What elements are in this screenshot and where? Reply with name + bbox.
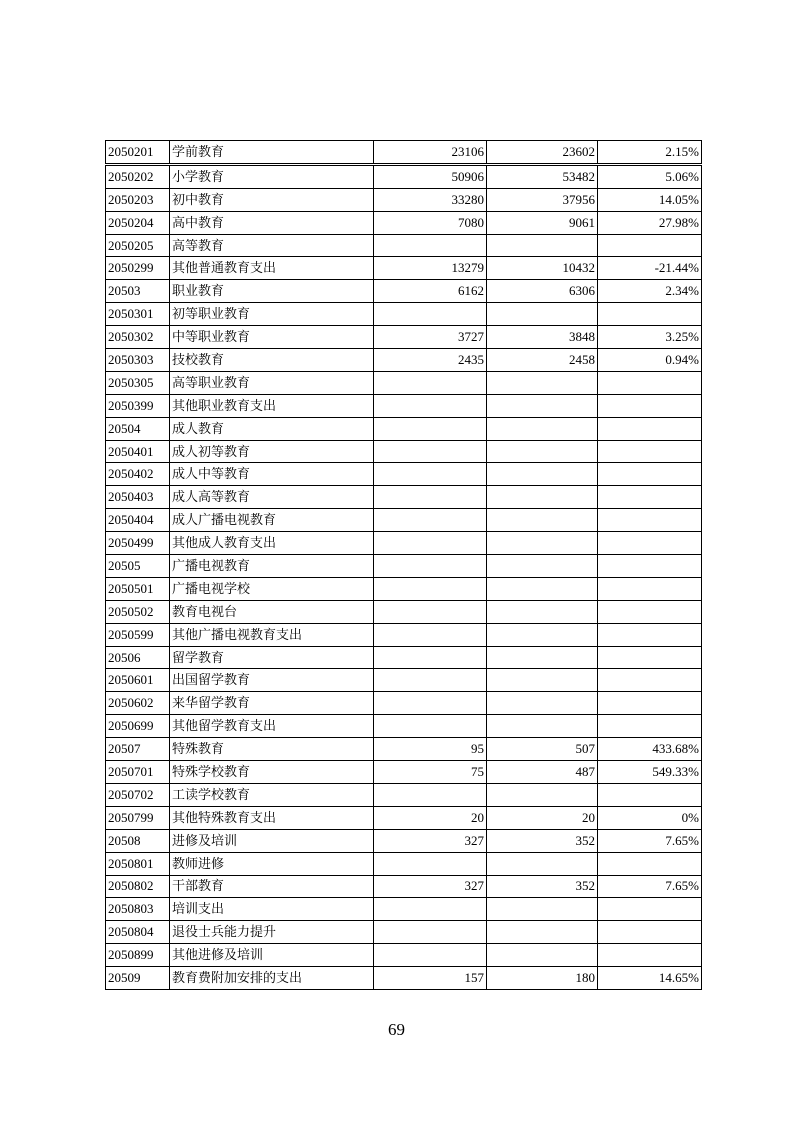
code-cell: 2050204 — [106, 211, 170, 234]
amount-curr-cell — [487, 509, 598, 532]
code-cell: 2050701 — [106, 761, 170, 784]
change-percent-cell — [598, 715, 702, 738]
change-percent-cell: 549.33% — [598, 761, 702, 784]
name-cell: 中等职业教育 — [170, 326, 374, 349]
code-cell: 2050203 — [106, 188, 170, 211]
amount-curr-cell: 507 — [487, 738, 598, 761]
name-cell: 退役士兵能力提升 — [170, 921, 374, 944]
change-percent-cell — [598, 394, 702, 417]
code-cell: 2050302 — [106, 326, 170, 349]
name-cell: 其他普通教育支出 — [170, 257, 374, 280]
amount-curr-cell: 487 — [487, 761, 598, 784]
name-cell: 小学教育 — [170, 164, 374, 188]
code-cell: 2050803 — [106, 898, 170, 921]
amount-curr-cell — [487, 486, 598, 509]
table-row — [106, 898, 702, 921]
code-cell: 2050401 — [106, 440, 170, 463]
amount-prev-cell — [374, 852, 487, 875]
change-percent-cell — [598, 371, 702, 394]
name-cell: 高等职业教育 — [170, 371, 374, 394]
change-percent-cell: 7.65% — [598, 875, 702, 898]
amount-prev-cell — [374, 577, 487, 600]
table-row — [106, 944, 702, 967]
table-row — [106, 440, 702, 463]
name-cell: 教育费附加安排的支出 — [170, 967, 374, 990]
table-row — [106, 715, 702, 738]
amount-prev-cell: 95 — [374, 738, 487, 761]
amount-prev-cell — [374, 532, 487, 555]
amount-prev-cell — [374, 486, 487, 509]
change-percent-cell — [598, 532, 702, 555]
amount-prev-cell — [374, 783, 487, 806]
amount-prev-cell — [374, 394, 487, 417]
name-cell: 成人中等教育 — [170, 463, 374, 486]
table-row — [106, 141, 702, 165]
change-percent-cell — [598, 921, 702, 944]
code-cell: 2050202 — [106, 164, 170, 188]
code-cell: 2050301 — [106, 303, 170, 326]
name-cell: 技校教育 — [170, 349, 374, 372]
name-cell: 成人初等教育 — [170, 440, 374, 463]
change-percent-cell — [598, 623, 702, 646]
code-cell: 2050699 — [106, 715, 170, 738]
amount-curr-cell — [487, 623, 598, 646]
name-cell: 其他留学教育支出 — [170, 715, 374, 738]
change-percent-cell — [598, 509, 702, 532]
change-percent-cell: 14.65% — [598, 967, 702, 990]
amount-curr-cell — [487, 417, 598, 440]
name-cell: 其他成人教育支出 — [170, 532, 374, 555]
code-cell: 20504 — [106, 417, 170, 440]
code-cell: 2050402 — [106, 463, 170, 486]
code-cell: 20505 — [106, 555, 170, 578]
table-row — [106, 921, 702, 944]
name-cell: 成人高等教育 — [170, 486, 374, 509]
table-row — [106, 371, 702, 394]
change-percent-cell: 0% — [598, 806, 702, 829]
name-cell: 初等职业教育 — [170, 303, 374, 326]
change-percent-cell: 3.25% — [598, 326, 702, 349]
table-row — [106, 669, 702, 692]
table-row — [106, 692, 702, 715]
table-row — [106, 783, 702, 806]
name-cell: 广播电视教育 — [170, 555, 374, 578]
amount-curr-cell — [487, 463, 598, 486]
amount-prev-cell — [374, 509, 487, 532]
table-row — [106, 852, 702, 875]
amount-curr-cell: 20 — [487, 806, 598, 829]
amount-curr-cell: 53482 — [487, 164, 598, 188]
name-cell: 其他进修及培训 — [170, 944, 374, 967]
amount-prev-cell: 6162 — [374, 280, 487, 303]
amount-curr-cell — [487, 234, 598, 257]
amount-prev-cell: 327 — [374, 875, 487, 898]
code-cell: 2050404 — [106, 509, 170, 532]
code-cell: 2050502 — [106, 600, 170, 623]
table-row — [106, 738, 702, 761]
amount-prev-cell — [374, 417, 487, 440]
amount-curr-cell: 37956 — [487, 188, 598, 211]
table-row — [106, 280, 702, 303]
table-row — [106, 577, 702, 600]
amount-prev-cell — [374, 440, 487, 463]
name-cell: 教师进修 — [170, 852, 374, 875]
code-cell: 2050501 — [106, 577, 170, 600]
change-percent-cell: 5.06% — [598, 164, 702, 188]
amount-prev-cell — [374, 600, 487, 623]
name-cell: 初中教育 — [170, 188, 374, 211]
name-cell: 其他特殊教育支出 — [170, 806, 374, 829]
amount-prev-cell — [374, 646, 487, 669]
code-cell: 2050499 — [106, 532, 170, 555]
name-cell: 出国留学教育 — [170, 669, 374, 692]
change-percent-cell: 433.68% — [598, 738, 702, 761]
amount-prev-cell: 33280 — [374, 188, 487, 211]
amount-prev-cell — [374, 463, 487, 486]
table-row — [106, 532, 702, 555]
code-cell: 2050801 — [106, 852, 170, 875]
amount-prev-cell — [374, 692, 487, 715]
amount-curr-cell: 180 — [487, 967, 598, 990]
code-cell: 2050802 — [106, 875, 170, 898]
code-cell: 2050602 — [106, 692, 170, 715]
change-percent-cell — [598, 692, 702, 715]
name-cell: 干部教育 — [170, 875, 374, 898]
code-cell: 2050599 — [106, 623, 170, 646]
code-cell: 2050403 — [106, 486, 170, 509]
name-cell: 高中教育 — [170, 211, 374, 234]
change-percent-cell — [598, 486, 702, 509]
amount-curr-cell — [487, 852, 598, 875]
code-cell: 20503 — [106, 280, 170, 303]
table-row — [106, 600, 702, 623]
amount-prev-cell: 50906 — [374, 164, 487, 188]
amount-prev-cell: 7080 — [374, 211, 487, 234]
amount-prev-cell: 157 — [374, 967, 487, 990]
amount-curr-cell — [487, 921, 598, 944]
table-row — [106, 967, 702, 990]
table-row — [106, 326, 702, 349]
change-percent-cell: 2.34% — [598, 280, 702, 303]
amount-curr-cell — [487, 715, 598, 738]
amount-curr-cell — [487, 577, 598, 600]
change-percent-cell — [598, 646, 702, 669]
name-cell: 特殊教育 — [170, 738, 374, 761]
change-percent-cell — [598, 440, 702, 463]
amount-curr-cell — [487, 371, 598, 394]
amount-prev-cell — [374, 371, 487, 394]
amount-curr-cell — [487, 303, 598, 326]
code-cell: 2050303 — [106, 349, 170, 372]
table-row — [106, 303, 702, 326]
table-row — [106, 257, 702, 280]
code-cell: 2050804 — [106, 921, 170, 944]
name-cell: 其他职业教育支出 — [170, 394, 374, 417]
change-percent-cell — [598, 783, 702, 806]
amount-curr-cell — [487, 944, 598, 967]
amount-prev-cell — [374, 898, 487, 921]
name-cell: 来华留学教育 — [170, 692, 374, 715]
name-cell: 工读学校教育 — [170, 783, 374, 806]
page-number: 69 — [388, 1020, 405, 1039]
name-cell: 进修及培训 — [170, 829, 374, 852]
amount-prev-cell — [374, 669, 487, 692]
table-row — [106, 761, 702, 784]
name-cell: 广播电视学校 — [170, 577, 374, 600]
amount-prev-cell — [374, 234, 487, 257]
table-row — [106, 394, 702, 417]
name-cell: 其他广播电视教育支出 — [170, 623, 374, 646]
amount-curr-cell — [487, 783, 598, 806]
code-cell: 2050601 — [106, 669, 170, 692]
amount-curr-cell: 9061 — [487, 211, 598, 234]
amount-prev-cell: 3727 — [374, 326, 487, 349]
name-cell: 教育电视台 — [170, 600, 374, 623]
change-percent-cell — [598, 944, 702, 967]
change-percent-cell — [598, 600, 702, 623]
code-cell: 2050299 — [106, 257, 170, 280]
change-percent-cell: -21.44% — [598, 257, 702, 280]
amount-curr-cell — [487, 600, 598, 623]
change-percent-cell: 2.15% — [598, 141, 702, 165]
code-cell: 2050799 — [106, 806, 170, 829]
code-cell: 2050702 — [106, 783, 170, 806]
change-percent-cell: 27.98% — [598, 211, 702, 234]
amount-curr-cell — [487, 532, 598, 555]
table-row — [106, 463, 702, 486]
change-percent-cell: 7.65% — [598, 829, 702, 852]
table-row — [106, 829, 702, 852]
amount-prev-cell — [374, 921, 487, 944]
name-cell: 成人教育 — [170, 417, 374, 440]
amount-prev-cell: 20 — [374, 806, 487, 829]
table-row — [106, 555, 702, 578]
amount-prev-cell — [374, 715, 487, 738]
change-percent-cell — [598, 852, 702, 875]
table-row — [106, 234, 702, 257]
amount-prev-cell — [374, 303, 487, 326]
name-cell: 特殊学校教育 — [170, 761, 374, 784]
code-cell: 2050205 — [106, 234, 170, 257]
table-row — [106, 623, 702, 646]
amount-curr-cell: 3848 — [487, 326, 598, 349]
change-percent-cell: 0.94% — [598, 349, 702, 372]
change-percent-cell — [598, 463, 702, 486]
amount-prev-cell — [374, 944, 487, 967]
change-percent-cell — [598, 303, 702, 326]
amount-prev-cell: 23106 — [374, 141, 487, 165]
amount-curr-cell — [487, 646, 598, 669]
amount-curr-cell — [487, 669, 598, 692]
code-cell: 2050399 — [106, 394, 170, 417]
table-row — [106, 164, 702, 188]
table-row — [106, 188, 702, 211]
amount-prev-cell: 75 — [374, 761, 487, 784]
table-row — [106, 875, 702, 898]
table-row — [106, 509, 702, 532]
amount-curr-cell: 2458 — [487, 349, 598, 372]
amount-curr-cell: 10432 — [487, 257, 598, 280]
code-cell: 20508 — [106, 829, 170, 852]
amount-prev-cell — [374, 555, 487, 578]
code-cell: 2050201 — [106, 141, 170, 165]
name-cell: 学前教育 — [170, 141, 374, 165]
table-row — [106, 417, 702, 440]
amount-curr-cell — [487, 692, 598, 715]
code-cell: 20506 — [106, 646, 170, 669]
code-cell: 20509 — [106, 967, 170, 990]
amount-prev-cell: 2435 — [374, 349, 487, 372]
table-row — [106, 486, 702, 509]
change-percent-cell — [598, 417, 702, 440]
budget-table — [105, 140, 702, 990]
table-row — [106, 211, 702, 234]
amount-curr-cell: 352 — [487, 829, 598, 852]
amount-curr-cell — [487, 898, 598, 921]
name-cell: 培训支出 — [170, 898, 374, 921]
change-percent-cell — [598, 234, 702, 257]
amount-curr-cell — [487, 555, 598, 578]
code-cell: 2050899 — [106, 944, 170, 967]
change-percent-cell: 14.05% — [598, 188, 702, 211]
amount-curr-cell: 6306 — [487, 280, 598, 303]
change-percent-cell — [598, 555, 702, 578]
amount-curr-cell: 23602 — [487, 141, 598, 165]
table-row — [106, 806, 702, 829]
amount-prev-cell: 327 — [374, 829, 487, 852]
name-cell: 高等教育 — [170, 234, 374, 257]
table-row — [106, 646, 702, 669]
amount-curr-cell: 352 — [487, 875, 598, 898]
budget-table-body — [106, 141, 702, 990]
name-cell: 留学教育 — [170, 646, 374, 669]
table-row — [106, 349, 702, 372]
amount-curr-cell — [487, 394, 598, 417]
amount-prev-cell — [374, 623, 487, 646]
amount-prev-cell: 13279 — [374, 257, 487, 280]
name-cell: 成人广播电视教育 — [170, 509, 374, 532]
name-cell: 职业教育 — [170, 280, 374, 303]
change-percent-cell — [598, 577, 702, 600]
change-percent-cell — [598, 669, 702, 692]
code-cell: 20507 — [106, 738, 170, 761]
change-percent-cell — [598, 898, 702, 921]
code-cell: 2050305 — [106, 371, 170, 394]
amount-curr-cell — [487, 440, 598, 463]
